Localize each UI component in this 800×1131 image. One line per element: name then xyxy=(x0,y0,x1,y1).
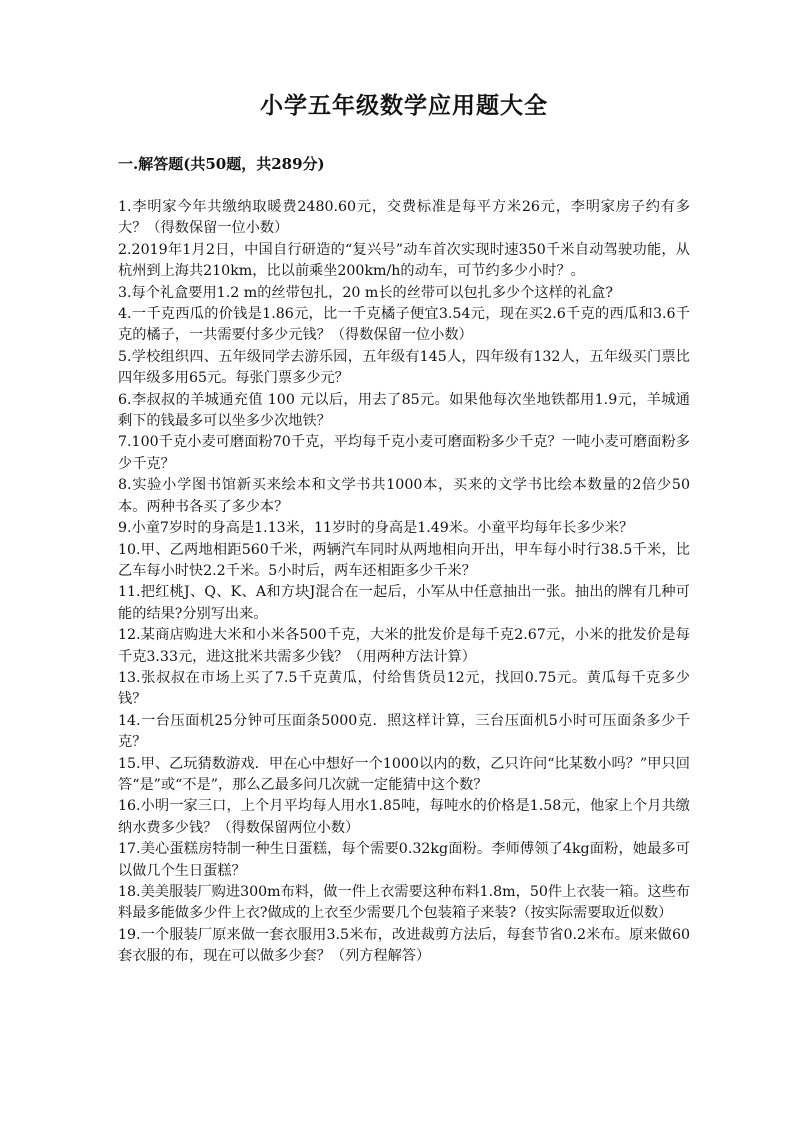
question-17: 17.美心蛋糕房特制一种生日蛋糕，每个需要0.32kg面粉。李师傅领了4kg面粉，她最多可以做几个生日蛋糕？ xyxy=(118,841,690,879)
question-6: 6.李叔叔的羊城通充值 100 元以后，用去了85元。如果他每次坐地铁都用1.9元，羊城通剩下的钱最多可以坐多少次地铁？ xyxy=(118,391,690,430)
question-4: 4.一千克西瓜的价钱是1.86元，比一千克橘子便宜3.54元，现在买2.6千克的西瓜和3.6千克的橘子，一共需要付多少元钱？（得数保留一位小数） xyxy=(118,306,690,344)
question-11: 11.把红桃J、Q、K、A和方块J混合在一起后，小军从中任意抽出一张。抽出的牌有几种可能的结果?分别写出来。 xyxy=(118,584,690,622)
question-9: 9.小童7岁时的身高是1.13米，11岁时的身高是1.49米。小童平均每年长多少米？ xyxy=(118,520,634,537)
question-7: 7.100千克小麦可磨面粉70千克，平均每千克小麦可磨面粉多少千克？一吨小麦可磨面粉多少千克？ xyxy=(118,434,690,472)
question-8: 8.实验小学图书馆新买来绘本和文学书共1000本，买来的文学书比绘本数量的2倍少50本。两种书各买了多少本？ xyxy=(118,477,690,515)
question-12: 12.某商店购进大米和小米各500千克，大米的批发价是每千克2.67元，小米的批发价是每千克3.33元，进这批米共需多少钱？（用两种方法计算） xyxy=(118,627,690,665)
question-3: 3.每个礼盒要用1.2 m的丝带包扎，20 m长的丝带可以包扎多少个这样的礼盒? xyxy=(118,284,613,301)
question-list xyxy=(118,197,690,968)
question-5: 5.学校组织四、五年级同学去游乐园，五年级有145人，四年级有132人，五年级买门票比四年级多用65元。每张门票多少元？ xyxy=(118,348,690,387)
page-title: 小学五年级数学应用题大全 xyxy=(260,92,548,119)
question-15: 15.甲、乙玩猜数游戏．甲在心中想好一个1000以内的数，乙只许问“比某数小吗？”甲只回答“是”或“不是”，那么乙最多问几次就一定能猜中这个数？ xyxy=(118,755,690,793)
question-2: 2.2019年1月2日，中国自行研造的“复兴号”动车首次实现时速350千米自动驾驶功能，从杭州到上海共210km，比以前乘坐200km/h的动车，可节约多少小时？。 xyxy=(118,241,690,280)
question-14: 14.一台压面机25分钟可压面条5000克．照这样计算，三台压面机5小时可压面条多少千克？ xyxy=(118,712,690,751)
question-10: 10.甲、乙两地相距560千米，两辆汽车同时从两地相向开出，甲车每小时行38.5千米，比乙车每小时快2.2千米。5小时后，两车还相距多少千米？ xyxy=(118,541,690,579)
question-13: 13.张叔叔在市场上买了7.5千克黄瓜，付给售货员12元，找回0.75元。黄瓜每千克多少钱？ xyxy=(118,669,690,708)
question-1: 1.李明家今年共缴纳取暖费2480.60元，交费标准是每平方米26元，李明家房子约有多大？（得数保留一位小数） xyxy=(118,199,690,237)
section-heading: 一.解答题(共50题，共289分) xyxy=(118,155,325,173)
question-16: 16.小明一家三口，上个月平均每人用水1.85吨，每吨水的价格是1.58元，他家上个月共缴纳水费多少钱？（得数保留两位小数） xyxy=(118,798,690,836)
question-19: 19.一个服装厂原来做一套衣服用3.5米布，改进裁剪方法后，每套节省0.2米布。原来做60套衣服的布，现在可以做多少套？（列方程解答） xyxy=(118,926,690,965)
question-18: 18.美美服装厂购进300m布料，做一件上衣需要这种布料1.8m，50件上衣装一箱。这些布料最多能做多少件上衣?做成的上衣至少需要几个包装箱子来装?（按实际需要取近似数） xyxy=(118,884,690,922)
